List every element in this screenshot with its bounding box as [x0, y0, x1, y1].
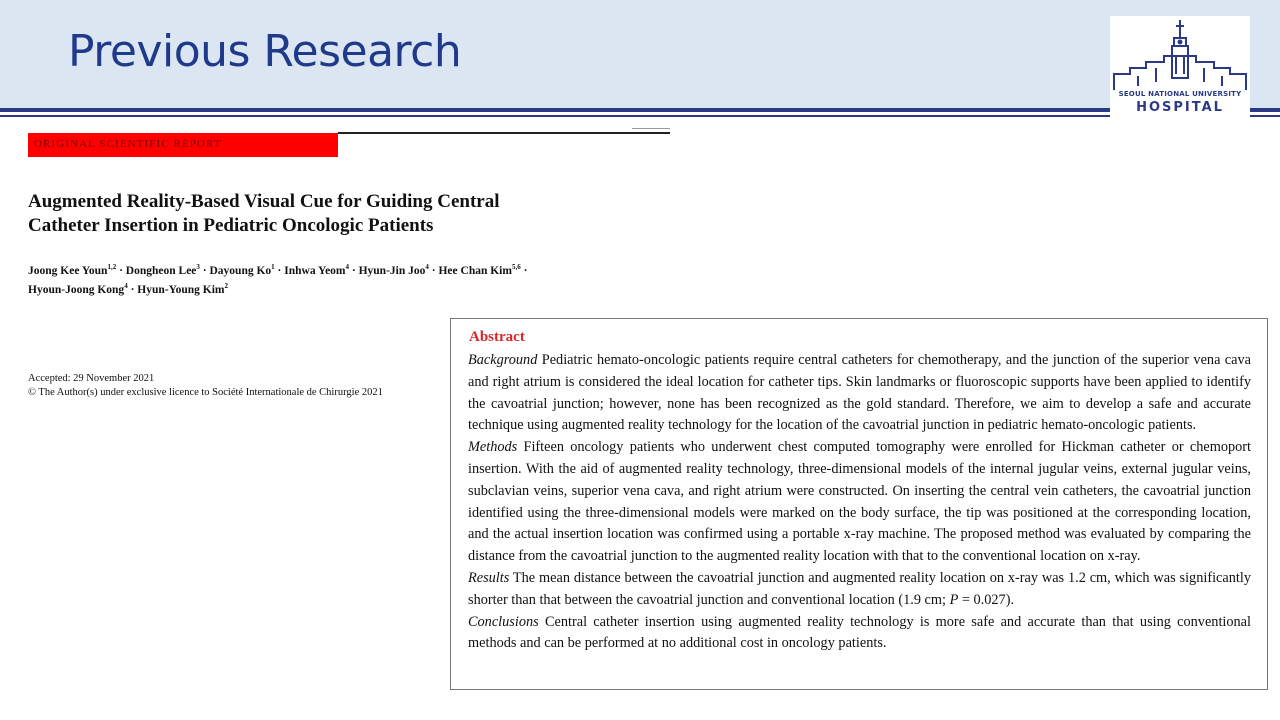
author: Dongheon Lee$^3$ [125, 263, 200, 277]
slide-header [0, 0, 1280, 110]
abstract-results: Results The mean distance between the cavoatrial junction and augmented reality location on x-ray was 1.2 cm, which was significantly shorter than that between the cavoatrial junction and conventional location (1.9 cm; P = 0.027). [468, 569, 1251, 608]
accepted-date: Accepted: 29 November 2021 [28, 373, 155, 384]
license-notice: © The Author(s) under exclusive licence to Société Internationale de Chirurgie 2021 [28, 387, 383, 398]
logo-university-text: SEOUL NATIONAL UNIVERSITY [1118, 90, 1242, 98]
author: Joong Kee Youn$^{1,2}$ [28, 263, 117, 277]
paper-top-rule [338, 132, 670, 134]
paper-top-rule-short [632, 128, 670, 129]
header-rule-thick [0, 108, 1280, 112]
slide-title: Previous Research [68, 26, 462, 77]
abstract-box [450, 318, 1268, 690]
paper-title [28, 190, 588, 238]
hospital-logo [1110, 16, 1250, 122]
abstract-background: Background Pediatric hemato-oncologic patients require central catheters for chemotherapy, and the junction of the superior vena cava and right atrium is considered the ideal location for catheter tips. Skin landmarks or fluoroscopic supports have been applied to identify the cavoatrial junction; however, none has been recognized as the gold standard. Therefore, we aim to develop a safe and accurate technique using augmented reality technology for the location of the cavoatrial junction in pediatric hemato-oncologic patients. [468, 352, 1251, 434]
author: Hee Chan Kim$^{5,6}$ [438, 263, 521, 277]
abstract-body [468, 350, 1251, 655]
author: Dayoung Ko$^1$ [209, 263, 275, 277]
hospital-building-icon [1110, 16, 1250, 90]
author: Hyun-Young Kim$^2$ [137, 282, 229, 296]
author: Hyoun-Joong Kong$^4$ [28, 282, 128, 296]
header-rule-thin [0, 115, 1280, 117]
author: Inhwa Yeom$^4$ [284, 263, 349, 277]
report-category-label: ORIGINAL SCIENTIFIC REPORT [34, 138, 222, 150]
abstract-methods: Methods Fifteen oncology patients who underwent chest computed tomography were enrolled for Hickman catheter or chemoport insertion. With the aid of augmented reality technology, three-dimensional models of the internal jugular veins, external jugular veins, subclavian veins, superior vena cava, and right atrium were constructed. On inserting the central vein catheters, the cavoatrial junction identified using the three-dimensional models were marked on the body surface, the tip was positioned at the corresponding location, and the actual insertion location was confirmed using a portable x-ray machine. The proposed method was evaluated by comparing the distance from the cavoatrial junction to the augmented reality location with that to the conventional location on x-ray. [468, 439, 1251, 565]
abstract-heading: Abstract [469, 329, 525, 345]
paper-title-line-1: Augmented Reality-Based Visual Cue for Guiding Central [28, 191, 500, 212]
author-list: Joong Kee Youn$^{1,2}$ · Dongheon Lee$^3$ · Dayoung $Ko^1$ · Inhwa Yeom$^4$ · Hyun-Jin Joo$^4$ · Hee Chan Kim$^{5,6}$ · Hyoun-Joong Kong$^4$ · Hyun-Young Kim$^2$ [28, 263, 528, 296]
abstract-conclusions: Conclusions Central catheter insertion using augmented reality technology is more safe and accurate than that using conventional methods and can be performed at no additional cost in oncology patients. [468, 613, 1251, 652]
paper-title-line-2: Catheter Insertion in Pediatric Oncologic Patients [28, 215, 434, 236]
author: Hyun-Jin Joo$^4$ [358, 263, 429, 277]
logo-hospital-text: HOSPITAL [1136, 100, 1224, 115]
report-category-bar [28, 133, 338, 157]
